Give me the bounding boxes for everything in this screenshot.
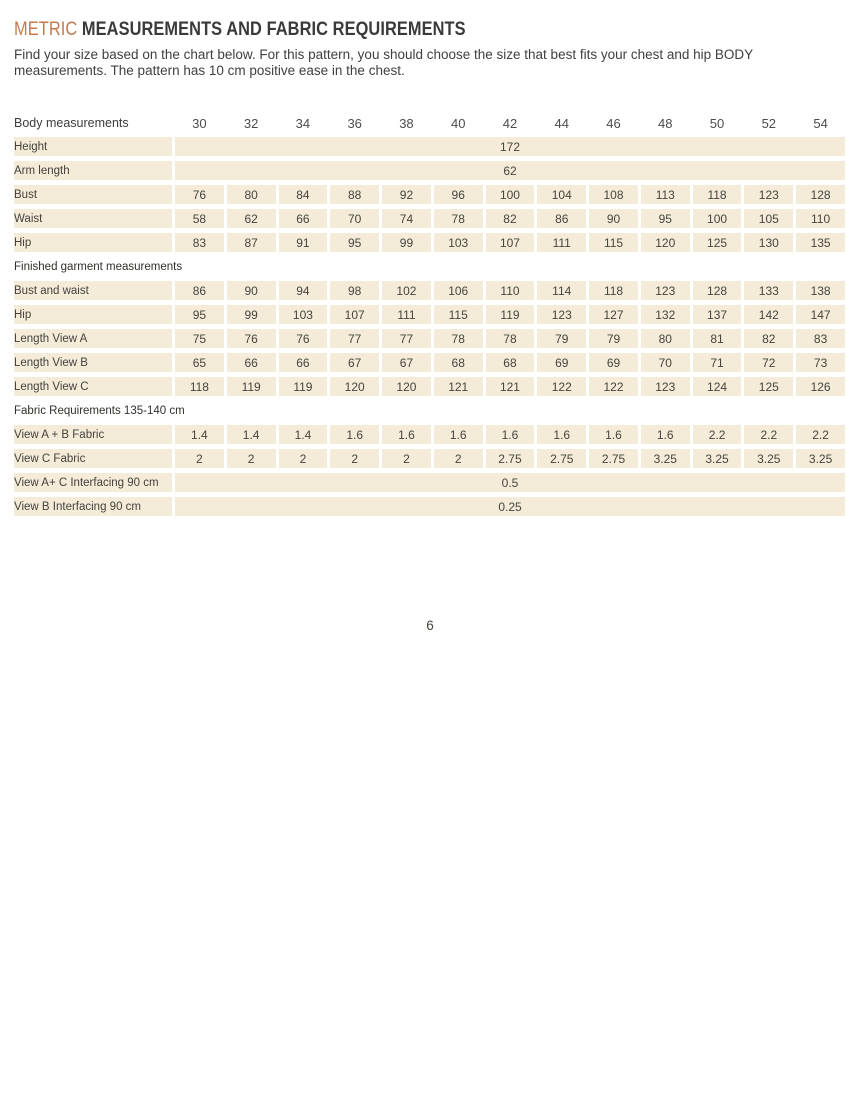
value-cell: 78: [434, 329, 483, 348]
value-cell: 1.6: [330, 425, 379, 444]
measurement-table-container: [11, 109, 848, 521]
row-label-cell: Hip: [14, 305, 172, 324]
size-column-header: 54: [813, 115, 828, 131]
value-cell: 121: [486, 377, 535, 396]
value-cell: 81: [693, 329, 742, 348]
value-cell: 80: [641, 329, 690, 348]
value-cell: 86: [537, 209, 586, 228]
page-title-accent: METRIC: [14, 18, 78, 40]
value-cell: 66: [279, 353, 328, 372]
value-cell: 120: [641, 233, 690, 252]
size-column-header: 42: [502, 115, 518, 131]
table-row: [14, 161, 845, 180]
size-column-header: 36: [347, 115, 362, 131]
value-cell: 87: [227, 233, 276, 252]
table-row: [14, 449, 845, 468]
table-row: [14, 425, 845, 444]
value-cell: 1.4: [175, 425, 224, 444]
value-cell: 1.6: [434, 425, 483, 444]
value-cell: 121: [434, 377, 483, 396]
value-cell: 1.6: [641, 425, 690, 444]
row-label-cell: Length View B: [14, 353, 172, 372]
row-label-cell: Hip: [14, 233, 172, 252]
value-cell: 82: [486, 209, 535, 228]
value-cell: 125: [693, 233, 742, 252]
value-cell: 75: [175, 329, 224, 348]
table-row: [14, 473, 845, 492]
value-cell: 119: [279, 377, 328, 396]
value-cell: 78: [434, 209, 483, 228]
value-cell: 104: [537, 185, 586, 204]
value-cell: 133: [744, 281, 793, 300]
row-label-cell: View B Interfacing 90 cm: [14, 497, 172, 516]
page-title-rest: MEASUREMENTS AND FABRIC REQUIREMENTS: [77, 18, 466, 40]
row-label-cell: Arm length: [14, 161, 172, 180]
value-cell: 118: [693, 185, 742, 204]
value-cell: 90: [589, 209, 638, 228]
value-cell: 69: [537, 353, 586, 372]
size-column-header: 46: [606, 115, 621, 131]
value-cell: 120: [330, 377, 379, 396]
value-cell: 138: [796, 281, 845, 300]
table-row: [14, 209, 845, 228]
spanned-value-cell: 172: [175, 137, 845, 156]
value-cell: 120: [382, 377, 431, 396]
value-cell: 74: [382, 209, 431, 228]
spanned-value-cell: 0.25: [175, 497, 845, 516]
value-cell: 2: [175, 449, 224, 468]
section-header-cell: Finished garment measurements: [14, 260, 183, 273]
value-cell: 76: [227, 329, 276, 348]
intro-paragraph: Find your size based on the chart below. For this pattern, you should choose the size that best fits your chest and hip BODY measurements. The pattern has 10 cm positive ease in the chest.: [14, 47, 753, 78]
table-row: [14, 353, 845, 372]
value-cell: 78: [486, 329, 535, 348]
value-cell: 147: [796, 305, 845, 324]
table-body: [14, 137, 845, 516]
value-cell: 2.75: [486, 449, 535, 468]
value-cell: 1.4: [227, 425, 276, 444]
value-cell: 77: [382, 329, 431, 348]
value-cell: 68: [434, 353, 483, 372]
size-column-header: 44: [554, 115, 569, 131]
header-body-measurements-label: Body measurements: [14, 116, 129, 130]
value-cell: 1.6: [589, 425, 638, 444]
value-cell: 2.2: [744, 425, 793, 444]
value-cell: 67: [382, 353, 431, 372]
value-cell: 105: [744, 209, 793, 228]
value-cell: 2: [330, 449, 379, 468]
value-cell: 115: [434, 305, 483, 324]
value-cell: 115: [589, 233, 638, 252]
value-cell: 118: [589, 281, 638, 300]
table-row: [14, 401, 845, 420]
value-cell: 90: [227, 281, 276, 300]
size-column-header: 32: [243, 115, 259, 131]
value-cell: 142: [744, 305, 793, 324]
table-row: [14, 305, 845, 324]
spanned-value-cell: 0.5: [175, 473, 845, 492]
value-cell: 123: [641, 281, 690, 300]
value-cell: 96: [434, 185, 483, 204]
table-head: [14, 114, 845, 132]
value-cell: 2: [227, 449, 276, 468]
row-label-cell: Length View C: [14, 377, 172, 396]
value-cell: 95: [641, 209, 690, 228]
value-cell: 108: [589, 185, 638, 204]
value-cell: 62: [227, 209, 276, 228]
table-row: [14, 281, 845, 300]
value-cell: 2.2: [693, 425, 742, 444]
table-row: [14, 329, 845, 348]
value-cell: 119: [227, 377, 276, 396]
value-cell: 118: [175, 377, 224, 396]
page-title: [14, 18, 703, 41]
table-header-row: [14, 114, 845, 132]
value-cell: 2.2: [796, 425, 845, 444]
value-cell: 88: [330, 185, 379, 204]
value-cell: 58: [175, 209, 224, 228]
value-cell: 111: [537, 233, 586, 252]
value-cell: 114: [537, 281, 586, 300]
value-cell: 2: [382, 449, 431, 468]
value-cell: 110: [486, 281, 535, 300]
size-column-header: 34: [295, 115, 311, 131]
value-cell: 70: [330, 209, 379, 228]
value-cell: 82: [744, 329, 793, 348]
document-header: [14, 18, 834, 78]
value-cell: 125: [744, 377, 793, 396]
value-cell: 1.6: [382, 425, 431, 444]
row-label-cell: Waist: [14, 209, 172, 228]
table-row: [14, 185, 845, 204]
value-cell: 66: [227, 353, 276, 372]
value-cell: 107: [486, 233, 535, 252]
value-cell: 2: [279, 449, 328, 468]
value-cell: 124: [693, 377, 742, 396]
value-cell: 1.6: [537, 425, 586, 444]
value-cell: 3.25: [796, 449, 845, 468]
table-row: [14, 377, 845, 396]
value-cell: 95: [330, 233, 379, 252]
value-cell: 1.4: [279, 425, 328, 444]
size-column-header: 40: [450, 115, 466, 131]
value-cell: 80: [227, 185, 276, 204]
value-cell: 95: [175, 305, 224, 324]
row-label-cell: Length View A: [14, 329, 172, 348]
value-cell: 91: [279, 233, 328, 252]
row-label-cell: Bust: [14, 185, 172, 204]
value-cell: 99: [382, 233, 431, 252]
value-cell: 3.25: [693, 449, 742, 468]
value-cell: 70: [641, 353, 690, 372]
value-cell: 65: [175, 353, 224, 372]
value-cell: 110: [796, 209, 845, 228]
value-cell: 106: [434, 281, 483, 300]
value-cell: 99: [227, 305, 276, 324]
value-cell: 132: [641, 305, 690, 324]
value-cell: 73: [796, 353, 845, 372]
row-label-cell: View A+ C Interfacing 90 cm: [14, 473, 172, 492]
value-cell: 122: [537, 377, 586, 396]
value-cell: 79: [589, 329, 638, 348]
value-cell: 76: [175, 185, 224, 204]
size-column-header: 52: [761, 115, 777, 131]
value-cell: 69: [589, 353, 638, 372]
value-cell: 103: [279, 305, 328, 324]
value-cell: 128: [796, 185, 845, 204]
value-cell: 84: [279, 185, 328, 204]
value-cell: 77: [330, 329, 379, 348]
table-row: [14, 257, 845, 276]
size-column-header: 48: [658, 115, 673, 131]
row-label-cell: View A + B Fabric: [14, 425, 172, 444]
value-cell: 107: [330, 305, 379, 324]
table-row: [14, 233, 845, 252]
value-cell: 128: [693, 281, 742, 300]
value-cell: 2.75: [589, 449, 638, 468]
value-cell: 122: [589, 377, 638, 396]
value-cell: 130: [744, 233, 793, 252]
row-label-cell: Height: [14, 137, 172, 156]
page-number: 6: [426, 618, 434, 633]
value-cell: 123: [537, 305, 586, 324]
size-column-header: 50: [709, 115, 725, 131]
value-cell: 92: [382, 185, 431, 204]
value-cell: 71: [693, 353, 742, 372]
row-label-cell: View C Fabric: [14, 449, 172, 468]
value-cell: 111: [382, 305, 431, 324]
value-cell: 100: [693, 209, 742, 228]
value-cell: 83: [796, 329, 845, 348]
value-cell: 102: [382, 281, 431, 300]
value-cell: 2.75: [537, 449, 586, 468]
measurement-table: [11, 109, 848, 521]
row-label-cell: Bust and waist: [14, 281, 172, 300]
value-cell: 123: [641, 377, 690, 396]
value-cell: 67: [330, 353, 379, 372]
value-cell: 119: [486, 305, 535, 324]
value-cell: 2: [434, 449, 483, 468]
section-header-cell: Fabric Requirements 135-140 cm: [14, 404, 185, 417]
value-cell: 1.6: [486, 425, 535, 444]
table-row: [14, 137, 845, 156]
value-cell: 86: [175, 281, 224, 300]
value-cell: 127: [589, 305, 638, 324]
value-cell: 3.25: [641, 449, 690, 468]
value-cell: 103: [434, 233, 483, 252]
value-cell: 76: [279, 329, 328, 348]
value-cell: 3.25: [744, 449, 793, 468]
size-column-header: 30: [192, 115, 207, 131]
value-cell: 123: [744, 185, 793, 204]
value-cell: 83: [175, 233, 224, 252]
value-cell: 126: [796, 377, 845, 396]
value-cell: 137: [693, 305, 742, 324]
value-cell: 98: [330, 281, 379, 300]
value-cell: 79: [537, 329, 586, 348]
value-cell: 66: [279, 209, 328, 228]
table-row: [14, 497, 845, 516]
size-column-header: 38: [399, 115, 414, 131]
value-cell: 100: [486, 185, 535, 204]
value-cell: 72: [744, 353, 793, 372]
value-cell: 113: [641, 185, 690, 204]
value-cell: 135: [796, 233, 845, 252]
value-cell: 94: [279, 281, 328, 300]
value-cell: 68: [486, 353, 535, 372]
spanned-value-cell: 62: [175, 161, 845, 180]
